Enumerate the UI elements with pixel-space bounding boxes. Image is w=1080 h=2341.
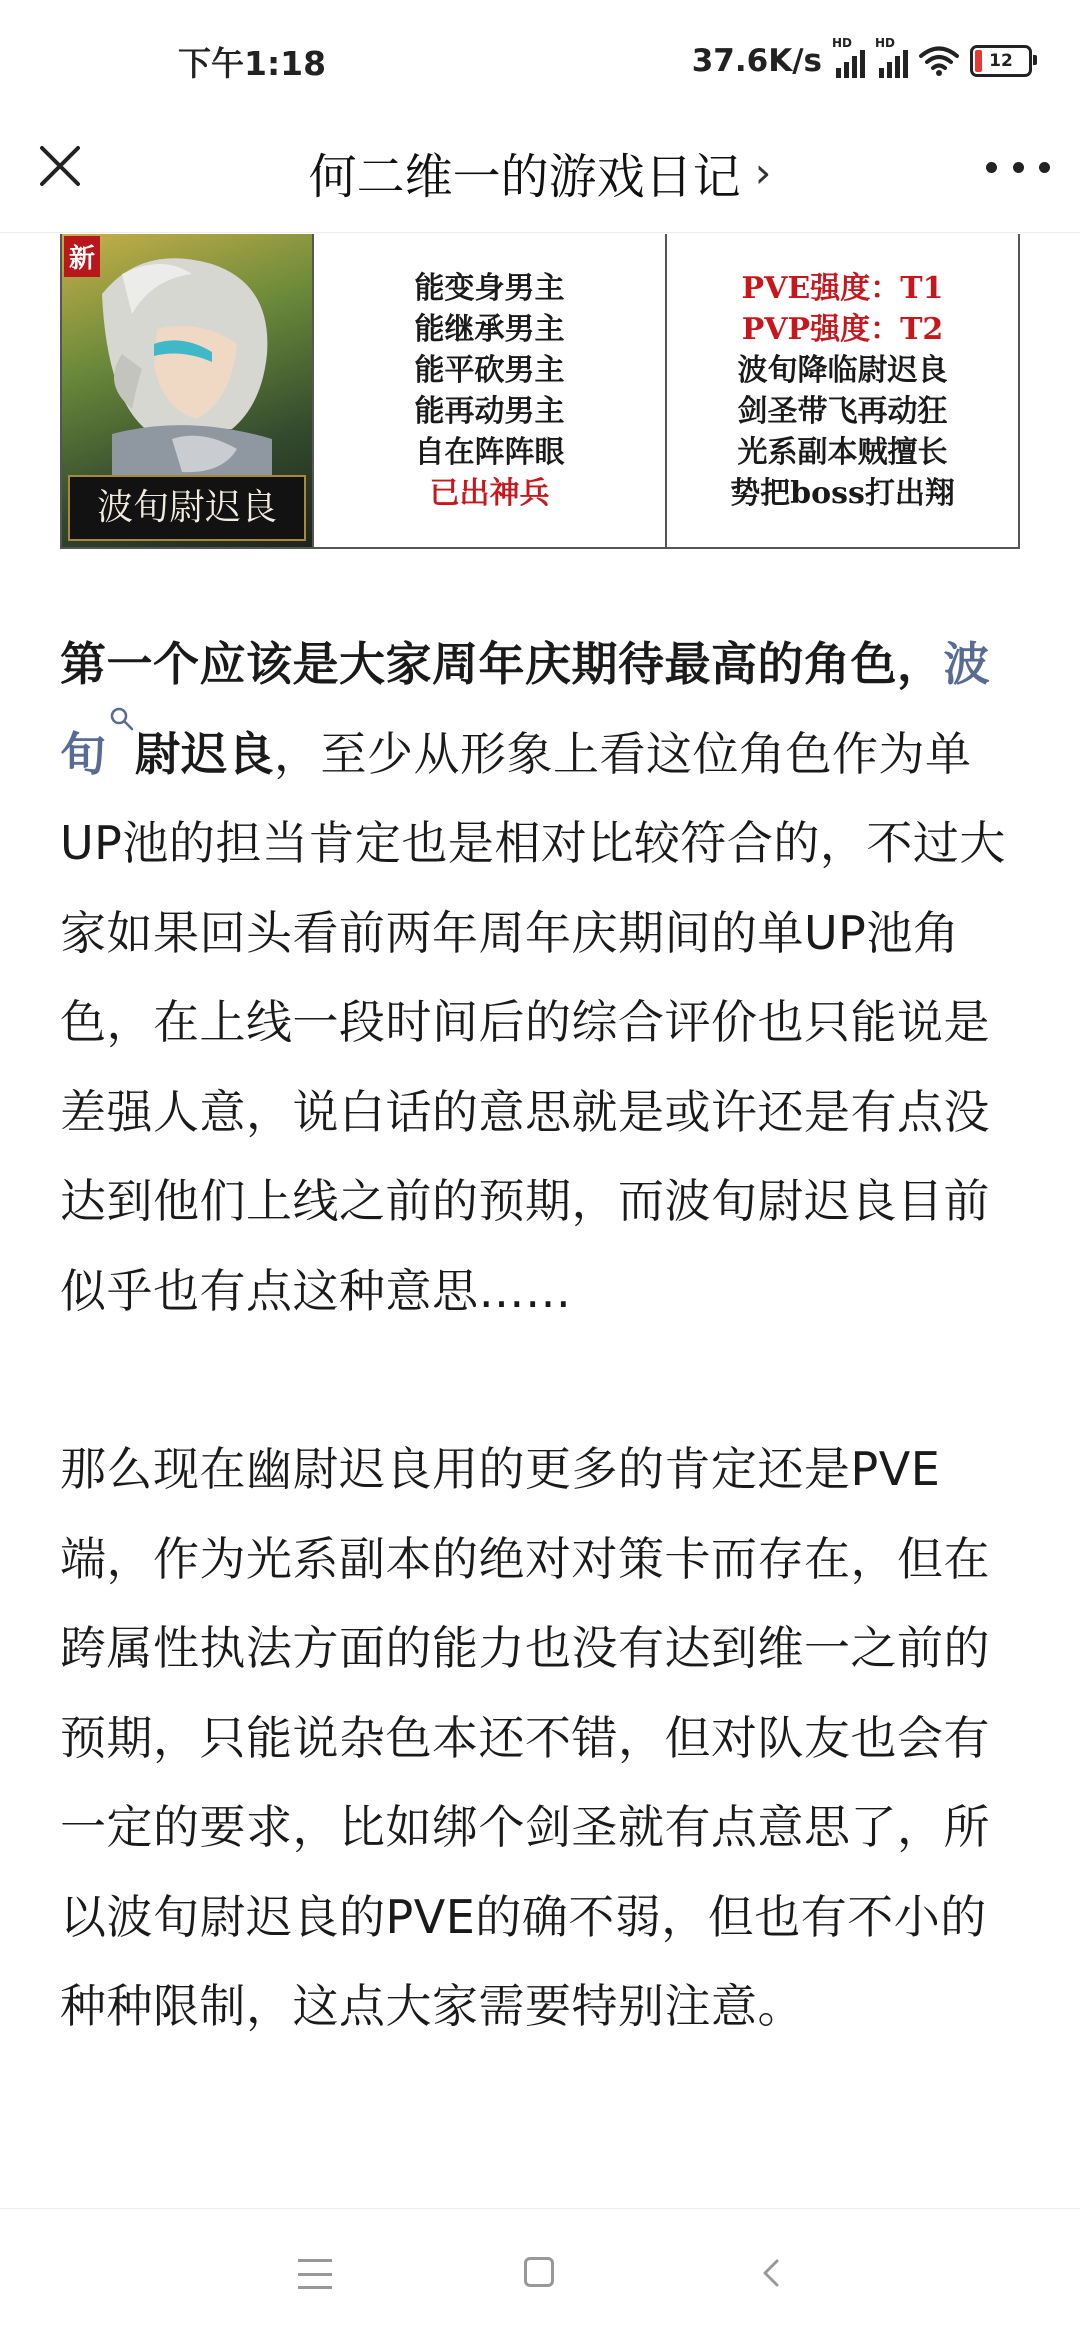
paragraph: [60, 620, 1025, 1336]
trait-line: 能继承男主: [414, 311, 565, 347]
more-options-icon[interactable]: [986, 142, 1050, 192]
rating-column: [667, 234, 1018, 547]
battery-level: 12: [989, 51, 1013, 71]
rating-line: 势把boss打出翔: [730, 475, 955, 511]
trait-line: 能平砍男主: [414, 352, 565, 388]
character-portrait: [62, 234, 314, 547]
traits-column: [314, 234, 667, 547]
character-name-plate: 波旬尉迟良: [68, 475, 306, 541]
new-badge: 新: [64, 236, 100, 277]
rating-line: 剑圣带飞再动狂: [737, 393, 948, 429]
chevron-right-icon: ›: [754, 148, 772, 197]
wifi-icon: [918, 45, 960, 77]
status-bar: [0, 0, 1080, 120]
article-body: [60, 620, 1025, 2052]
character-card-image[interactable]: [60, 234, 1020, 549]
nav-bar: [0, 120, 1080, 233]
back-icon[interactable]: [752, 2253, 792, 2293]
search-icon: [109, 706, 135, 732]
paragraph-text: ，至少从形象上看这位角色作为单UP池的担当肯定也是相对比较符合的，不过大家如果回头看前两年周年庆期间的单UP池角色，在上线一段时间后的综合评价也只能说是差强人意，说白话的意思就是或许还是有点没达到他们上线之前的预期，而波旬尉迟良目前似乎也有点这种意思……: [60, 726, 1006, 1318]
trait-line: 能变身男主: [414, 270, 565, 306]
trait-line: 自在阵阵眼: [414, 434, 565, 470]
network-speed: 37.6K/s: [691, 43, 822, 79]
pve-rating: PVE强度：T1: [741, 270, 944, 306]
status-icons: [692, 38, 1032, 84]
pvp-rating: PVP强度：T2: [741, 311, 944, 347]
status-time: 下午1:18: [178, 44, 327, 83]
signal-icon: HD: [875, 44, 908, 78]
recent-apps-icon[interactable]: [298, 2259, 332, 2289]
paragraph: 那么现在幽尉迟良用的更多的肯定还是PVE端，作为光系副本的绝对对策卡而存在，但在跨属性执法方面的能力也没有达到维一之前的预期，只能说杂色本还不错，但对队友也会有一定的要求，比如绑个剑圣就有点意思了，所以波旬尉迟良的PVE的确不弱，但也有不小的种种限制，这点大家需要特别注意。: [60, 1442, 990, 2033]
trait-line: 能再动男主: [414, 393, 565, 429]
paragraph-bold-text: 第一个应该是大家周年庆期待最高的角色，: [60, 637, 944, 691]
signal-icon: HD: [832, 44, 865, 78]
trait-line-highlight: 已出神兵: [429, 475, 550, 511]
account-name: 何二维一的游戏日记: [308, 149, 741, 205]
rating-line: 光系副本贼擅长: [737, 434, 948, 470]
keyword-search-link[interactable]: 波旬: [60, 637, 990, 781]
system-nav-bar: [0, 2208, 1080, 2341]
battery-icon: [970, 45, 1032, 77]
rating-line: 波旬降临尉迟良: [737, 352, 948, 388]
home-icon[interactable]: [524, 2257, 554, 2287]
paragraph-bold-text: 尉迟良: [134, 726, 274, 781]
account-title-link[interactable]: [0, 138, 1080, 207]
